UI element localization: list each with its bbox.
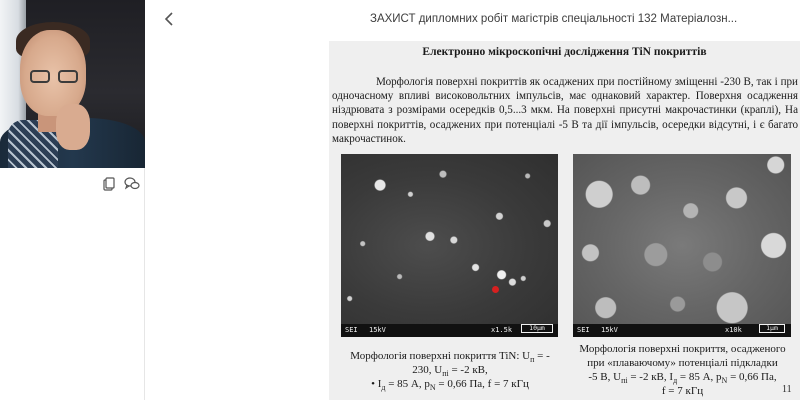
participant-tools [102,175,138,191]
participant-video[interactable] [0,0,145,168]
sem-image-left [341,154,558,337]
chevron-left-icon [164,11,174,30]
sem-info-bar-left [341,324,558,337]
meeting-header [146,0,800,40]
slide-paragraph: Морфологія поверхні покриттів як осаджених при постійному зміщенні -230 В, так і при одночасному впливі високовольтних імпульсів, має однаковий характер. Поверхня осадження ніздрювата з розмірами осередків 0,5...3 мкм. На поверхні присутні макрочастинки (краплі), На поверхні покриттів, осаджених при потенціалі -5 В та дії імпульсів, осередки відсутні, і є багато макрочастинок. [332,76,798,145]
slide-title: Електронно мікроскопічні дослідження TiN покриттів [422,46,707,58]
copy-icon[interactable] [102,176,116,190]
chat-icon[interactable] [124,176,138,190]
shared-slide [329,41,800,400]
sem-mode: SEI [577,326,590,334]
slide-page-number: 11 [782,384,792,395]
sem-info-bar-right [573,324,791,337]
red-marker [492,286,499,293]
caption-right: Морфологія поверхні покриття, осадженого при «плаваючому» потенціалі підкладки -5 В, $U_{пі} = -2$ кВ, $I_д = 85$ А, $p_N = 0,66$ Па, f = 7 кГц [579,343,786,397]
video-person-hand [56,104,90,150]
meeting-title: ЗАХИСТ дипломних робіт магістрів спеціальності 132 Матеріалозн... [370,13,738,25]
sem-image-right [573,154,791,337]
participants-panel [0,0,145,400]
sem-voltage: 15kV [369,326,386,334]
sem-magnification: x1.5k [491,326,513,334]
sem-scale-bar: 10μm [521,324,553,333]
sem-mode: SEI [345,326,358,334]
sem-magnification: x10k [725,326,742,334]
video-person-glasses [30,70,78,84]
sem-scale-bar: 1μm [759,324,785,333]
caption-left: Морфологія поверхні покриття TiN: $U_п$ = - 230, $U_{пі} = -2$ кВ, • $I_д = 85$ А, $p_N = 0,66$ Па, f = 7 кГц [350,350,550,393]
sem-voltage: 15kV [601,326,618,334]
back-button[interactable] [160,11,178,29]
